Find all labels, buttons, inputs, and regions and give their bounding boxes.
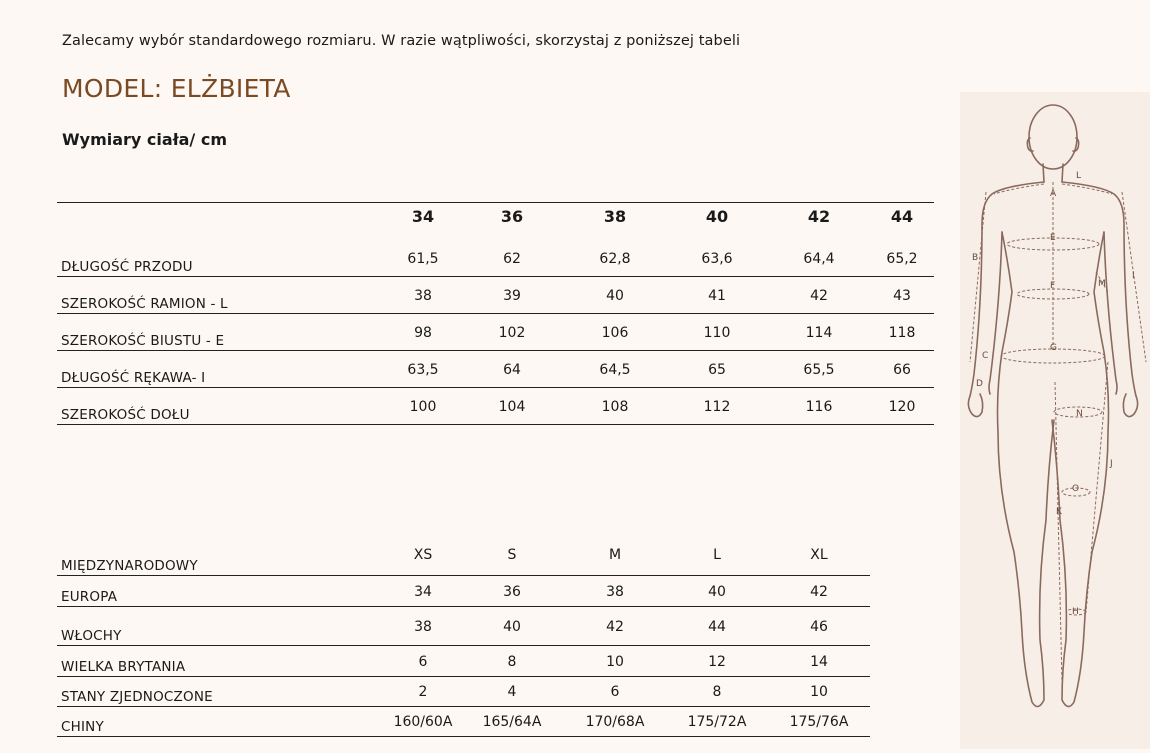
model-title: MODEL: ELŻBIETA (62, 74, 291, 103)
row-divider (57, 313, 934, 314)
table-cell: 64,5 (599, 362, 631, 378)
table-cell: 12 (708, 654, 726, 670)
table-cell: L (713, 547, 721, 563)
table-top-rule (57, 202, 934, 203)
table-cell: 61,5 (407, 251, 439, 267)
table-cell: 102 (498, 325, 526, 341)
table-cell: 65,5 (803, 362, 835, 378)
row-divider (57, 387, 934, 388)
row-label: EUROPA (61, 589, 118, 605)
table-cell: 175/72A (687, 714, 747, 730)
table-cell: M (608, 547, 622, 563)
table-cell: 8 (507, 654, 517, 670)
table-bottom-rule (57, 424, 934, 425)
table-cell: 8 (712, 684, 722, 700)
table-cell: 38 (414, 288, 432, 304)
table-cell: 165/64A (482, 714, 542, 730)
intro-text: Zalecamy wybór standardowego rozmiaru. W razie wątpliwości, skorzystaj z poniższej tabeli (62, 33, 741, 49)
body-measurement-figure (960, 92, 1150, 749)
row-label: SZEROKOŚĆ DOŁU (61, 407, 190, 423)
table-cell: 40 (503, 619, 521, 635)
row-divider (57, 575, 870, 576)
table-cell: 64 (503, 362, 521, 378)
letter-h: H (1072, 607, 1079, 617)
table-cell: 65 (708, 362, 726, 378)
letter-l: L (1076, 171, 1082, 181)
table-cell: 36 (503, 584, 521, 600)
table-cell: 6 (610, 684, 620, 700)
table-cell: 10 (810, 684, 828, 700)
letter-b: B (972, 253, 979, 263)
table-bottom-rule (57, 736, 870, 737)
body-outline-illustration (960, 92, 1150, 749)
table-cell: 40 (708, 584, 726, 600)
table-cell: 4 (507, 684, 517, 700)
table-cell: 10 (606, 654, 624, 670)
table-cell: XL (810, 547, 828, 563)
row-label: CHINY (61, 719, 104, 735)
table-cell: 66 (893, 362, 911, 378)
table-cell: 175/76A (789, 714, 849, 730)
table-cell: 116 (805, 399, 833, 415)
letter-o: O (1072, 484, 1080, 494)
table-cell: 62 (503, 251, 521, 267)
table-cell: 118 (888, 325, 916, 341)
table-cell: 63,6 (701, 251, 733, 267)
letter-c: C (982, 351, 989, 361)
table-cell: 100 (409, 399, 437, 415)
table-cell: 64,4 (803, 251, 835, 267)
table-cell: 34 (414, 584, 432, 600)
table-cell: 42 (606, 619, 624, 635)
table-cell: 38 (606, 584, 624, 600)
table-cell: 42 (810, 584, 828, 600)
row-divider (57, 350, 934, 351)
row-label: DŁUGOŚĆ PRZODU (61, 259, 193, 275)
table-cell: 6 (418, 654, 428, 670)
table-cell: 65,2 (886, 251, 918, 267)
table-cell: 110 (703, 325, 731, 341)
row-label: SZEROKOŚĆ BIUSTU - E (61, 333, 225, 349)
table-cell: 41 (708, 288, 726, 304)
letter-a: A (1050, 189, 1057, 199)
table-cell: 40 (606, 288, 624, 304)
table-cell: 62,8 (599, 251, 631, 267)
row-divider (57, 676, 870, 677)
table-cell: 114 (805, 325, 833, 341)
letter-d: D (976, 379, 983, 389)
size-header: 40 (705, 207, 729, 226)
letter-g: G (1050, 343, 1057, 353)
table-cell: 44 (708, 619, 726, 635)
size-header: 38 (603, 207, 627, 226)
row-label: MIĘDZYNARODOWY (61, 558, 198, 574)
table-cell: 2 (418, 684, 428, 700)
letter-j: J (1110, 459, 1113, 469)
letter-e: E (1050, 233, 1056, 243)
letter-n: N (1076, 409, 1083, 419)
table-cell: 14 (810, 654, 828, 670)
table-subtitle: Wymiary ciała/ cm (62, 130, 227, 149)
size-header: 42 (807, 207, 831, 226)
table-cell: XS (413, 547, 433, 563)
table-cell: 104 (498, 399, 526, 415)
row-divider (57, 645, 870, 646)
row-label: WIELKA BRYTANIA (61, 659, 186, 675)
letter-f: F (1050, 281, 1056, 291)
table-cell: 43 (893, 288, 911, 304)
letter-k: K (1056, 507, 1062, 517)
table-cell: 160/60A (393, 714, 453, 730)
size-header: 34 (411, 207, 435, 226)
table-cell: 106 (601, 325, 629, 341)
size-header: 36 (500, 207, 524, 226)
row-label: WŁOCHY (61, 628, 122, 644)
table-cell: 46 (810, 619, 828, 635)
row-divider (57, 606, 870, 607)
letter-i: I (1132, 271, 1135, 281)
table-cell: 98 (414, 325, 432, 341)
table-cell: 42 (810, 288, 828, 304)
size-header: 44 (890, 207, 914, 226)
row-label: STANY ZJEDNOCZONE (61, 689, 213, 705)
row-label: DŁUGOŚĆ RĘKAWA- I (61, 370, 206, 386)
row-divider (57, 706, 870, 707)
table-cell: 38 (414, 619, 432, 635)
table-cell: 39 (503, 288, 521, 304)
letter-m: M (1098, 279, 1106, 289)
row-divider (57, 276, 934, 277)
table-cell: 112 (703, 399, 731, 415)
table-cell: S (507, 547, 517, 563)
table-cell: 120 (888, 399, 916, 415)
row-label: SZEROKOŚĆ RAMION - L (61, 296, 228, 312)
table-cell: 63,5 (407, 362, 439, 378)
table-cell: 170/68A (585, 714, 645, 730)
measurement-letters (972, 171, 1135, 617)
table-cell: 108 (601, 399, 629, 415)
